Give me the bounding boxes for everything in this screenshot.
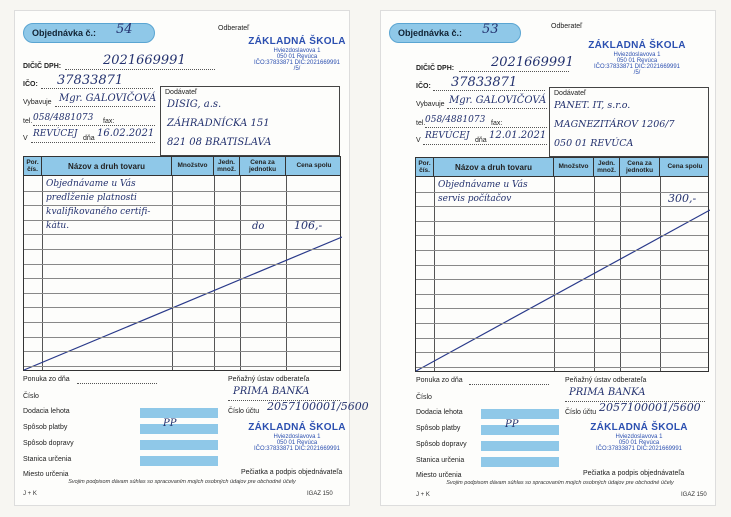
col-header-unit-price: Cena za jednotku (620, 158, 660, 177)
place-prefix: V (416, 137, 421, 144)
number-label: Číslo (23, 393, 39, 400)
col-header-unit-price: Cena za jednotku (240, 157, 286, 176)
stamp-ids: IČO:37833871 DIČ:2021669991 (253, 60, 341, 67)
code-left: J + K (416, 492, 430, 498)
dic-label: DIČIČ DPH: (23, 63, 62, 70)
ico-label: IČO: (23, 81, 38, 88)
tel-value: 058/4881073 (33, 113, 94, 123)
table-row-rule (24, 293, 340, 294)
table-row-rule (416, 192, 708, 193)
supplier-line-2: ZÁHRADNÍCKA 151 (167, 118, 270, 129)
table-row-rule (416, 221, 708, 222)
col-header-number: Por. čís. (24, 157, 42, 176)
stamp-bottom-name: ZÁKLADNÁ ŠKOLA (590, 422, 688, 433)
station-label: Stanica určenia (416, 457, 465, 464)
issuer-value: Mgr. GALOVIČOVÁ (59, 93, 157, 104)
date-value: 16.02.2021 (97, 128, 155, 139)
table-row-rule (24, 278, 340, 279)
supplier-label: Dodávateľ (554, 90, 587, 97)
supplier-line-1: PANET. IT, s.r.o. (554, 100, 631, 111)
col-header-total: Cena spolu (296, 162, 332, 170)
supplier-box (549, 87, 709, 157)
stamp-bottom-ids: IČO:37833871 DIČ:2021669991 (253, 446, 341, 453)
order-number: 54 (116, 22, 133, 37)
account-label: Číslo účtu (565, 409, 597, 416)
unit-price-note: do (252, 221, 265, 232)
table-row-rule (416, 338, 708, 339)
consent-text: Svojim podpisom dávam súhlas so spracovaním mojich osobných údajov pre obchodné účely (68, 479, 296, 485)
table-row-rule (24, 220, 340, 221)
table-row-rule (416, 352, 708, 353)
ico-value: 37833871 (451, 75, 518, 90)
col-header-name: Názov a druh tovaru (42, 157, 172, 176)
order-label: Objednávka č.: (398, 28, 463, 38)
order-form-54 (14, 10, 369, 506)
fax-label: fax: (103, 118, 115, 125)
table-row-rule (416, 294, 708, 295)
payment-value: PP (163, 418, 177, 429)
col-header-quantity: Množstvo (172, 157, 214, 176)
items-table (415, 157, 709, 372)
stamp-ids: IČO:37833871 DIČ:2021669991 (593, 64, 681, 71)
item-line-1: Objednávame u Vás (46, 179, 136, 189)
stamp-bottom-ids: IČO:37833871 DIČ:2021669991 (595, 446, 683, 453)
date-label: dňa (83, 135, 95, 142)
transport-label: Spôsob dopravy (416, 441, 467, 448)
bank-label: Peňažný ústav odberateľa (228, 376, 310, 383)
stamp-city: 050 01 Revúca (276, 53, 318, 60)
item-line-3: kvalifikovaného certifi- (46, 207, 151, 217)
number-label: Číslo (416, 394, 432, 401)
place-value: REVÚCEJ (425, 131, 470, 141)
date-label: dňa (475, 137, 487, 144)
item-line-1: Objednávame u Vás (438, 180, 528, 190)
dic-label: DIČIČ DPH: (416, 65, 455, 72)
items-table (23, 156, 341, 371)
issuer-label: Vybavuje (23, 99, 52, 106)
table-row-rule (24, 191, 340, 192)
destination-label: Miesto určenia (416, 472, 462, 479)
total-price: 300,- (668, 192, 697, 205)
order-number-pill (389, 23, 521, 43)
supplier-line-3: 821 08 BRATISLAVA (167, 137, 272, 148)
table-row-rule (24, 322, 340, 323)
table-row-rule (24, 249, 340, 250)
customer-label: Odberateľ (218, 25, 250, 32)
stamp-school-name: ZÁKLADNÁ ŠKOLA (588, 40, 686, 51)
stamp-bottom-street: Hviezdoslavova 1 (273, 433, 321, 440)
stamp-bottom-name: ZÁKLADNÁ ŠKOLA (248, 422, 346, 433)
order-form-53 (380, 10, 716, 506)
table-row-rule (416, 206, 708, 207)
consent-text: Svojim podpisom dávam súhlas so spracovaním mojich osobných údajov pre obchodné účely (446, 480, 674, 486)
issuer-label: Vybavuje (416, 101, 445, 108)
payment-label: Spôsob platby (23, 424, 68, 431)
tel-value: 058/4881073 (425, 115, 486, 125)
item-line-2: servis počítačov (438, 194, 512, 204)
dic-value: 2021669991 (103, 53, 186, 68)
stamp-bottom-city: 050 01 Revúca (618, 439, 660, 446)
order-label: Objednávka č.: (32, 28, 97, 38)
bank-value: PRIMA BANKA (569, 387, 646, 398)
ico-value: 37833871 (57, 73, 124, 88)
stamp-mark: /5/ (633, 70, 641, 77)
stamp-city: 050 01 Revúca (616, 57, 658, 64)
school-stamp (583, 41, 691, 77)
signature-label: Pečiatka a podpis objednávateľa (241, 469, 343, 476)
table-row-rule (416, 323, 708, 324)
account-value: 2057100001/5600 (599, 401, 701, 414)
order-number: 53 (482, 22, 499, 37)
table-row-rule (24, 337, 340, 338)
account-label: Číslo účtu (228, 408, 260, 415)
stamp-street: Hviezdoslavova 1 (613, 51, 661, 58)
col-header-unit: Jedn. množ. (594, 158, 620, 177)
supplier-line-2: MAGNEZITÁROV 1206/7 (554, 119, 675, 130)
table-row-rule (416, 367, 708, 368)
offer-label: Ponuka zo dňa (416, 377, 463, 384)
table-row-rule (24, 205, 340, 206)
supplier-box (160, 86, 340, 156)
destination-label: Miesto určenia (23, 471, 69, 478)
table-row-rule (416, 279, 708, 280)
offer-label: Ponuka zo dňa (23, 376, 70, 383)
transport-label: Spôsob dopravy (23, 440, 74, 447)
col-header-name: Názov a druh tovaru (434, 158, 554, 177)
table-row-rule (24, 234, 340, 235)
supplier-line-1: DISIG, a.s. (167, 99, 222, 110)
stamp-bottom-street: Hviezdoslavova 1 (615, 433, 663, 440)
station-label: Stanica určenia (23, 456, 72, 463)
bank-label: Peňažný ústav odberateľa (565, 377, 647, 384)
col-header-total: Cena spolu (667, 163, 703, 171)
table-row-rule (24, 307, 340, 308)
dic-value: 2021669991 (491, 55, 574, 70)
stamp-bottom-city: 050 01 Revúca (276, 439, 318, 446)
school-stamp-bottom (247, 423, 347, 452)
item-line-2: predĺženie platnosti (46, 193, 137, 203)
code-left: J + K (23, 491, 37, 497)
issuer-value: Mgr. GALOVIČOVÁ (449, 95, 547, 106)
col-header-number: Por. čís. (416, 158, 434, 177)
account-value: 2057100001/5600 (267, 400, 369, 413)
item-line-4: kátu. (46, 221, 70, 231)
customer-label: Odberateľ (551, 23, 583, 30)
stamp-school-name: ZÁKLADNÁ ŠKOLA (248, 36, 346, 47)
date-value: 12.01.2021 (489, 130, 547, 141)
stamp-street: Hviezdoslavova 1 (273, 47, 321, 54)
supplier-label: Dodávateľ (165, 89, 198, 96)
tel-label: tel. (416, 120, 426, 127)
stamp-mark: /5/ (293, 66, 301, 73)
code-right: IGAZ 150 (307, 491, 333, 497)
bank-value: PRIMA BANKA (233, 386, 310, 397)
place-prefix: V (23, 135, 28, 142)
tel-label: tel. (23, 118, 33, 125)
col-header-unit: Jedn. množ. (214, 157, 240, 176)
table-row-rule (416, 235, 708, 236)
table-row-rule (24, 366, 340, 367)
col-header-quantity: Množstvo (554, 158, 594, 177)
fax-label: fax: (491, 120, 503, 127)
school-stamp (243, 37, 351, 73)
table-row-rule (416, 308, 708, 309)
deadline-label: Dodacia lehota (416, 409, 463, 416)
deadline-label: Dodacia lehota (23, 408, 70, 415)
payment-label: Spôsob platby (416, 425, 461, 432)
payment-value: PP (505, 419, 519, 430)
supplier-line-3: 050 01 REVÚCA (554, 138, 634, 149)
total-price: 106,- (294, 219, 323, 232)
signature-label: Pečiatka a podpis objednávateľa (583, 470, 685, 477)
order-number-pill (23, 23, 155, 43)
place-value: REVÚCEJ (33, 129, 78, 139)
table-row-rule (24, 351, 340, 352)
table-row-rule (416, 265, 708, 266)
table-row-rule (416, 250, 708, 251)
ico-label: IČO: (416, 83, 431, 90)
table-row-rule (24, 264, 340, 265)
school-stamp-bottom (589, 423, 689, 452)
code-right: IGAZ 150 (681, 492, 707, 498)
